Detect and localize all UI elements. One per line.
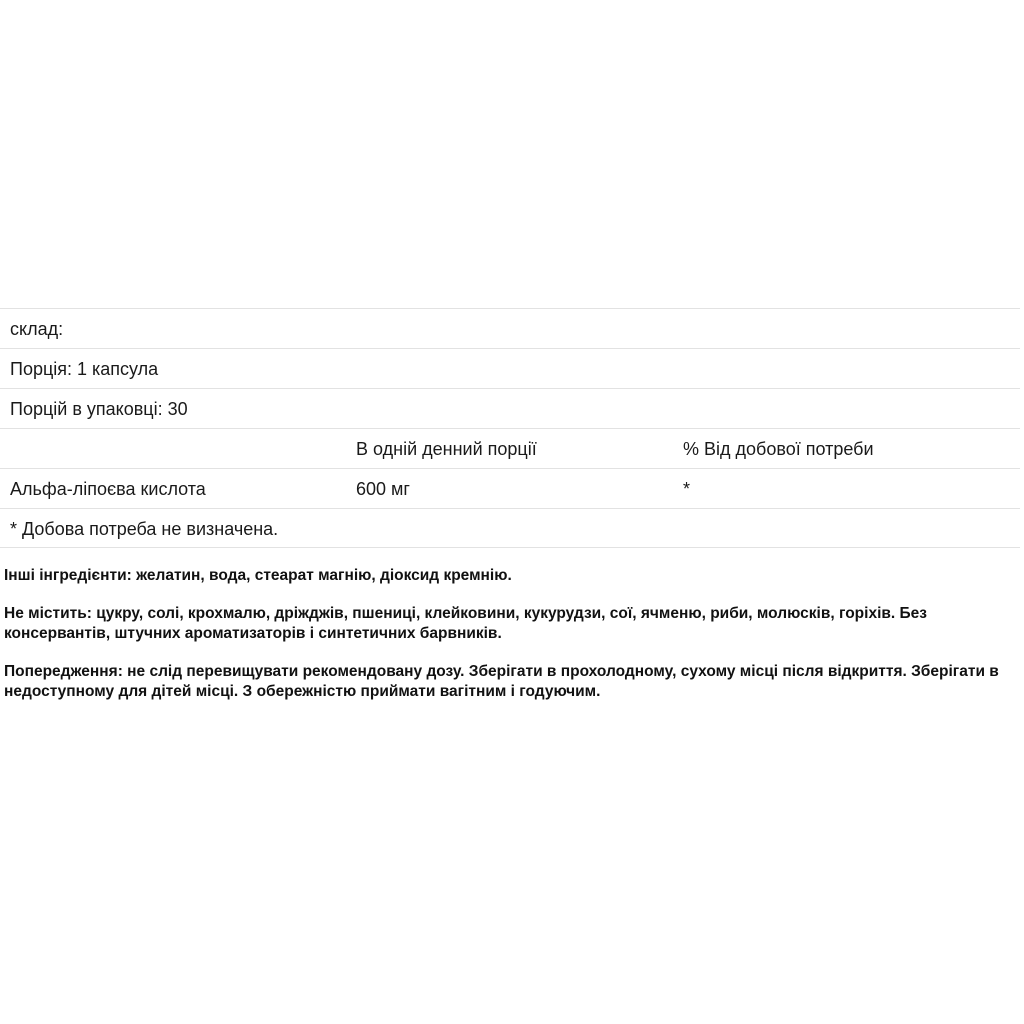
servings-per-container-row <box>0 388 1020 428</box>
ingredient-amount: 600 мг <box>356 479 410 499</box>
supplement-facts-table <box>0 308 1020 548</box>
other-ingredients: Інші інгредієнти: желатин, вода, стеарат магнію, діоксид кремнію. <box>4 567 512 584</box>
footnote: * Добова потреба не визначена. <box>10 519 279 539</box>
ingredient-name: Альфа-ліпоєва кислота <box>10 479 206 499</box>
composition-row <box>0 308 1020 348</box>
servings-per-container: Порцій в упаковці: 30 <box>10 399 188 419</box>
composition-label: склад: <box>10 319 64 339</box>
table-header-row <box>0 428 1020 468</box>
warning-statement: Попередження: не слід перевищувати рекомендовану дозу. Зберігати в прохолодному, сухому місці після відкриття. Зберігати в недоступному для дітей місці. З обережністю приймати вагітним і годуючим. <box>4 663 999 700</box>
product-notes <box>4 566 1014 720</box>
footnote-row <box>0 508 1020 548</box>
serving-size-row <box>0 348 1020 388</box>
header-amount-per-serving: В одній денний порції <box>356 439 537 459</box>
serving-size: Порція: 1 капсула <box>10 359 159 379</box>
table-row <box>0 468 1020 508</box>
header-daily-value: % Від добової потреби <box>683 439 874 459</box>
free-from-statement: Не містить: цукру, солі, крохмалю, дріжджів, пшениці, клейковини, кукурудзи, сої, ячменю, риби, молюсків, горіхів. Без консервантів, штучних ароматизаторів і синтетичних барвників. <box>4 605 927 642</box>
ingredient-daily-value: * <box>683 479 691 499</box>
